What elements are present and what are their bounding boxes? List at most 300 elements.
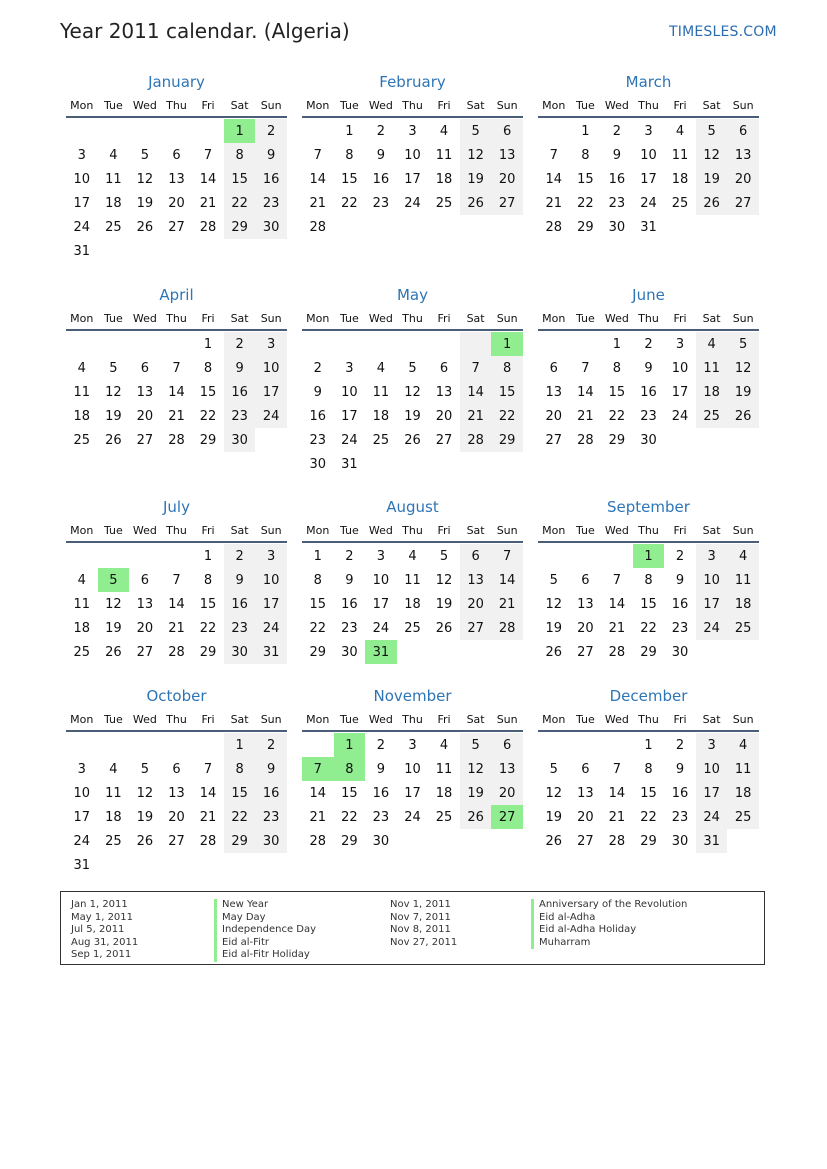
month-name: October — [146, 687, 207, 705]
day-cell: 18 — [727, 592, 759, 616]
weekday-label: Thu — [402, 523, 423, 537]
day-cell: 11 — [105, 785, 122, 801]
day-cell: 12 — [435, 572, 453, 588]
day-cell: 20 — [727, 167, 759, 191]
day-cell: 10 — [696, 757, 728, 781]
weekday-label: Tue — [339, 523, 359, 537]
day-cell: 2 — [345, 548, 354, 564]
day-cell: 27 — [460, 616, 492, 640]
day-cell: 27 — [727, 191, 759, 215]
day-cell: 11 — [727, 757, 759, 781]
day-cell: 13 — [577, 596, 594, 612]
legend-names-right — [531, 899, 687, 949]
day-cell: 24 — [696, 805, 728, 829]
legend-holiday-name: New Year — [214, 899, 316, 912]
day-cell: 27 — [168, 219, 185, 235]
day-cell: 21 — [168, 408, 185, 424]
day-cell: 9 — [224, 356, 256, 380]
empty-cell — [192, 733, 224, 757]
day-cell: 28 — [168, 644, 185, 660]
empty-cell — [161, 332, 193, 356]
legend-holiday-name: May Day — [214, 912, 316, 925]
day-cell: 13 — [491, 143, 523, 167]
day-cell: 8 — [313, 572, 322, 588]
day-cell: 14 — [199, 785, 217, 801]
month-october — [66, 684, 287, 877]
day-cell: 30 — [671, 833, 689, 849]
weekday-label: Fri — [437, 311, 451, 325]
day-cell: 21 — [460, 404, 492, 428]
month-december — [538, 684, 759, 853]
day-cell: 9 — [224, 568, 256, 592]
day-cell: 17 — [404, 785, 421, 801]
weekday-header — [302, 519, 523, 543]
day-cell: 5 — [140, 147, 150, 163]
day-cell: 22 — [199, 408, 217, 424]
day-cell: 2 — [376, 737, 386, 753]
day-cell: 25 — [105, 219, 122, 235]
weekday-label: Fri — [201, 311, 215, 325]
day-cell: 7 — [172, 572, 181, 588]
day-cell: 20 — [136, 408, 154, 424]
month-name: September — [607, 498, 690, 516]
weekday-label: Mon — [70, 523, 94, 537]
day-cell: 20 — [577, 809, 594, 825]
weekday-label: Wed — [368, 712, 393, 726]
day-cell: 30 — [255, 829, 287, 853]
empty-cell — [538, 544, 570, 568]
day-cell: 24 — [255, 404, 287, 428]
weekday-label: Wed — [132, 311, 157, 325]
day-cell: 16 — [224, 380, 256, 404]
day-cell: 4 — [408, 548, 417, 564]
month-january — [66, 70, 287, 263]
day-cell: 7 — [612, 761, 622, 777]
day-cell: 19 — [435, 596, 453, 612]
day-cell: 14 — [309, 785, 327, 801]
day-cell: 12 — [105, 384, 122, 400]
weekday-label: Sun — [260, 311, 282, 325]
empty-cell — [538, 332, 570, 356]
day-cell: 29 — [199, 432, 217, 448]
legend-date: Nov 27, 2011 — [390, 936, 458, 948]
day-cell: 18 — [105, 809, 122, 825]
day-cell: 1 — [313, 548, 322, 564]
weekday-label: Wed — [132, 712, 157, 726]
day-cell: 21 — [608, 809, 626, 825]
day-cell: 10 — [404, 147, 421, 163]
page-title: Year 2011 calendar. (Algeria) — [60, 19, 350, 43]
weekday-label: Sat — [230, 311, 249, 325]
day-cell: 7 — [491, 544, 523, 568]
day-cell: 5 — [549, 761, 558, 777]
day-cell: 27 — [168, 833, 185, 849]
day-cell: 10 — [255, 568, 287, 592]
day-cell: 7 — [581, 360, 590, 376]
day-cell: 24 — [341, 432, 358, 448]
day-cell: 8 — [612, 360, 622, 376]
weekday-label: Thu — [638, 712, 659, 726]
day-cell: 19 — [136, 809, 154, 825]
day-cell: 6 — [140, 360, 150, 376]
day-cell: 30 — [309, 456, 327, 472]
holiday-day-cell: 31 — [365, 640, 397, 664]
month-name: January — [148, 73, 205, 91]
day-cell: 2 — [675, 548, 685, 564]
empty-cell — [66, 733, 98, 757]
day-cell: 19 — [105, 620, 122, 636]
weekday-label: Thu — [402, 712, 423, 726]
holiday-day-cell: 8 — [334, 757, 366, 781]
legend-date: May 1, 2011 — [71, 911, 134, 923]
day-cell: 2 — [675, 737, 685, 753]
day-cell: 3 — [255, 332, 287, 356]
day-cell: 20 — [491, 781, 523, 805]
day-cell: 2 — [313, 360, 322, 376]
day-cell: 24 — [404, 809, 421, 825]
day-cell: 13 — [168, 785, 185, 801]
day-cell: 13 — [545, 384, 563, 400]
weekday-label: Sat — [466, 311, 485, 325]
day-cell: 28 — [608, 644, 626, 660]
day-cell: 18 — [73, 408, 91, 424]
day-cell: 16 — [671, 785, 689, 801]
weekday-label: Tue — [103, 311, 123, 325]
weekday-label: Fri — [673, 98, 687, 112]
day-cell: 23 — [372, 195, 390, 211]
day-cell: 11 — [696, 356, 728, 380]
empty-cell — [570, 544, 602, 568]
day-cell: 18 — [435, 171, 453, 187]
month-name: April — [159, 286, 194, 304]
day-cell: 14 — [608, 785, 626, 801]
day-cell: 5 — [109, 360, 118, 376]
day-cell: 29 — [640, 833, 657, 849]
weekday-label: Tue — [103, 523, 123, 537]
legend-holiday-name: Anniversary of the Revolution — [531, 899, 687, 912]
day-cell: 2 — [255, 119, 287, 143]
day-cell: 15 — [341, 171, 358, 187]
day-cell: 21 — [199, 809, 217, 825]
day-cell: 27 — [435, 432, 453, 448]
weekday-label: Wed — [132, 523, 157, 537]
day-cell: 2 — [224, 332, 256, 356]
day-cell: 2 — [612, 123, 622, 139]
day-cell: 8 — [203, 360, 213, 376]
weekday-label: Sat — [466, 712, 485, 726]
day-cell: 19 — [105, 408, 122, 424]
day-cell: 24 — [696, 616, 728, 640]
day-cell: 30 — [608, 219, 626, 235]
day-cell: 17 — [640, 171, 657, 187]
legend-date: Jan 1, 2011 — [71, 899, 128, 910]
day-cell: 31 — [696, 829, 728, 853]
day-cell: 3 — [696, 733, 728, 757]
day-cell: 4 — [77, 360, 86, 376]
day-cell: 24 — [73, 219, 91, 235]
day-cell: 16 — [608, 171, 626, 187]
legend-names-left — [214, 899, 316, 962]
day-cell: 25 — [696, 404, 728, 428]
day-grid — [66, 544, 287, 664]
day-cell: 10 — [372, 572, 390, 588]
day-cell: 6 — [460, 544, 492, 568]
day-cell: 11 — [435, 147, 453, 163]
day-cell: 11 — [727, 568, 759, 592]
day-grid — [538, 544, 759, 664]
legend-date: Sep 1, 2011 — [71, 949, 132, 960]
day-cell: 17 — [73, 809, 91, 825]
day-cell: 30 — [224, 640, 256, 664]
day-cell: 24 — [73, 833, 91, 849]
day-cell: 13 — [136, 384, 154, 400]
day-cell: 13 — [577, 785, 594, 801]
weekday-label: Sun — [496, 523, 518, 537]
day-cell: 7 — [203, 761, 213, 777]
day-cell: 14 — [199, 171, 217, 187]
empty-cell — [129, 544, 161, 568]
brand-link[interactable]: TIMESLES.COM — [669, 24, 777, 40]
weekday-label: Fri — [437, 98, 451, 112]
day-cell: 8 — [644, 761, 653, 777]
day-grid — [302, 332, 523, 476]
day-cell: 15 — [224, 781, 256, 805]
day-cell: 26 — [696, 191, 728, 215]
day-cell: 29 — [224, 215, 256, 239]
day-cell: 4 — [109, 147, 118, 163]
day-cell: 6 — [439, 360, 449, 376]
day-cell: 17 — [341, 408, 358, 424]
day-cell: 21 — [168, 620, 185, 636]
day-cell: 7 — [203, 147, 213, 163]
day-cell: 9 — [313, 384, 322, 400]
day-cell: 16 — [372, 171, 390, 187]
day-cell: 26 — [136, 833, 154, 849]
month-march — [538, 70, 759, 239]
day-cell: 5 — [460, 119, 492, 143]
day-cell: 3 — [644, 123, 653, 139]
day-cell: 27 — [136, 644, 154, 660]
day-cell: 25 — [727, 805, 759, 829]
empty-cell — [161, 733, 193, 757]
day-cell: 6 — [491, 119, 523, 143]
day-cell: 22 — [341, 809, 358, 825]
day-cell: 20 — [435, 408, 453, 424]
day-cell: 30 — [640, 432, 657, 448]
day-cell: 19 — [136, 195, 154, 211]
day-cell: 26 — [404, 432, 421, 448]
day-cell: 18 — [372, 408, 390, 424]
day-cell: 11 — [435, 761, 453, 777]
day-cell: 17 — [404, 171, 421, 187]
weekday-label: Fri — [437, 712, 451, 726]
day-cell: 7 — [549, 147, 558, 163]
day-cell: 26 — [105, 644, 122, 660]
weekday-label: Wed — [604, 98, 629, 112]
weekday-label: Thu — [166, 523, 187, 537]
weekday-label: Sun — [732, 712, 754, 726]
day-cell: 9 — [675, 761, 685, 777]
day-cell: 29 — [199, 644, 217, 660]
day-cell: 17 — [73, 195, 91, 211]
day-cell: 29 — [309, 644, 327, 660]
day-cell: 27 — [545, 432, 563, 448]
day-cell: 15 — [640, 785, 657, 801]
day-cell: 8 — [224, 757, 256, 781]
empty-cell — [460, 332, 492, 356]
day-cell: 23 — [608, 195, 626, 211]
legend-holiday-name: Eid al-Adha Holiday — [531, 924, 687, 937]
day-cell: 26 — [435, 620, 453, 636]
day-cell: 16 — [255, 167, 287, 191]
day-cell: 12 — [460, 143, 492, 167]
legend-date: Nov 7, 2011 — [390, 911, 451, 923]
empty-cell — [66, 332, 98, 356]
day-grid — [538, 332, 759, 452]
weekday-label: Sat — [230, 523, 249, 537]
day-grid — [302, 733, 523, 853]
day-cell: 22 — [577, 195, 594, 211]
day-cell: 18 — [105, 195, 122, 211]
legend-date: Aug 31, 2011 — [71, 936, 139, 948]
day-cell: 17 — [696, 781, 728, 805]
day-cell: 24 — [372, 620, 390, 636]
weekday-label: Wed — [368, 311, 393, 325]
day-cell: 25 — [105, 833, 122, 849]
weekday-label: Thu — [166, 712, 187, 726]
weekday-header — [302, 94, 523, 118]
weekday-label: Sat — [466, 98, 485, 112]
weekday-header — [66, 708, 287, 732]
day-cell: 12 — [545, 785, 563, 801]
empty-cell — [428, 332, 460, 356]
weekday-label: Tue — [339, 712, 359, 726]
day-cell: 12 — [727, 356, 759, 380]
day-cell: 27 — [577, 833, 594, 849]
day-grid — [66, 733, 287, 877]
day-cell: 30 — [224, 428, 256, 452]
legend-dates-right — [390, 899, 457, 949]
day-cell: 4 — [439, 123, 449, 139]
day-cell: 29 — [608, 432, 626, 448]
day-cell: 3 — [255, 544, 287, 568]
day-cell: 2 — [255, 733, 287, 757]
day-cell: 7 — [172, 360, 181, 376]
empty-cell — [365, 332, 397, 356]
day-cell: 22 — [224, 191, 256, 215]
day-cell: 7 — [460, 356, 492, 380]
day-cell: 23 — [671, 620, 689, 636]
empty-cell — [98, 119, 130, 143]
day-cell: 13 — [460, 568, 492, 592]
day-cell: 23 — [671, 809, 689, 825]
day-cell: 1 — [203, 548, 213, 564]
day-cell: 2 — [644, 336, 653, 352]
day-cell: 5 — [727, 332, 759, 356]
empty-cell — [538, 119, 570, 143]
day-cell: 22 — [199, 620, 217, 636]
day-cell: 29 — [491, 428, 523, 452]
weekday-label: Sat — [230, 712, 249, 726]
day-cell: 21 — [577, 408, 594, 424]
day-cell: 21 — [545, 195, 563, 211]
day-grid — [66, 332, 287, 452]
empty-cell — [66, 544, 98, 568]
day-cell: 14 — [577, 384, 594, 400]
holiday-day-cell: 1 — [224, 119, 256, 143]
legend-date: Nov 1, 2011 — [390, 899, 451, 910]
weekday-label: Fri — [673, 311, 687, 325]
empty-cell — [570, 733, 602, 757]
weekday-label: Thu — [638, 98, 659, 112]
day-cell: 24 — [640, 195, 657, 211]
weekday-label: Thu — [166, 98, 187, 112]
holiday-day-cell: 1 — [633, 544, 665, 568]
weekday-header — [66, 307, 287, 331]
day-cell: 4 — [727, 733, 759, 757]
weekday-header — [538, 94, 759, 118]
holiday-legend — [60, 891, 765, 965]
day-cell: 20 — [491, 167, 523, 191]
weekday-label: Wed — [604, 523, 629, 537]
empty-cell — [334, 332, 366, 356]
day-cell: 6 — [549, 360, 558, 376]
day-cell: 28 — [199, 833, 217, 849]
day-cell: 22 — [640, 620, 657, 636]
empty-cell — [601, 733, 633, 757]
day-cell: 28 — [545, 219, 563, 235]
weekday-label: Wed — [368, 98, 393, 112]
weekday-label: Mon — [70, 98, 94, 112]
empty-cell — [302, 332, 334, 356]
empty-cell — [66, 119, 98, 143]
month-name: August — [386, 498, 439, 516]
weekday-label: Fri — [673, 523, 687, 537]
day-cell: 10 — [640, 147, 657, 163]
day-cell: 3 — [408, 123, 417, 139]
day-cell: 13 — [727, 143, 759, 167]
holiday-day-cell: 1 — [334, 733, 366, 757]
day-cell: 4 — [376, 360, 386, 376]
day-cell: 20 — [168, 809, 185, 825]
day-cell: 12 — [136, 785, 154, 801]
weekday-label: Fri — [437, 523, 451, 537]
day-cell: 25 — [671, 195, 689, 211]
day-cell: 10 — [73, 171, 91, 187]
weekday-label: Tue — [103, 712, 123, 726]
day-cell: 1 — [203, 336, 213, 352]
day-cell: 23 — [341, 620, 358, 636]
day-cell: 14 — [309, 171, 327, 187]
empty-cell — [538, 733, 570, 757]
weekday-label: Mon — [70, 311, 94, 325]
day-cell: 28 — [460, 428, 492, 452]
empty-cell — [98, 544, 130, 568]
weekday-label: Tue — [103, 98, 123, 112]
month-august — [302, 495, 523, 664]
day-cell: 18 — [435, 785, 453, 801]
weekday-label: Sat — [702, 712, 721, 726]
day-cell: 23 — [309, 432, 327, 448]
day-cell: 14 — [460, 380, 492, 404]
day-cell: 30 — [255, 215, 287, 239]
day-cell: 27 — [577, 644, 594, 660]
day-cell: 25 — [404, 620, 421, 636]
day-cell: 16 — [640, 384, 657, 400]
empty-cell — [601, 544, 633, 568]
empty-cell — [570, 332, 602, 356]
day-cell: 4 — [675, 123, 685, 139]
